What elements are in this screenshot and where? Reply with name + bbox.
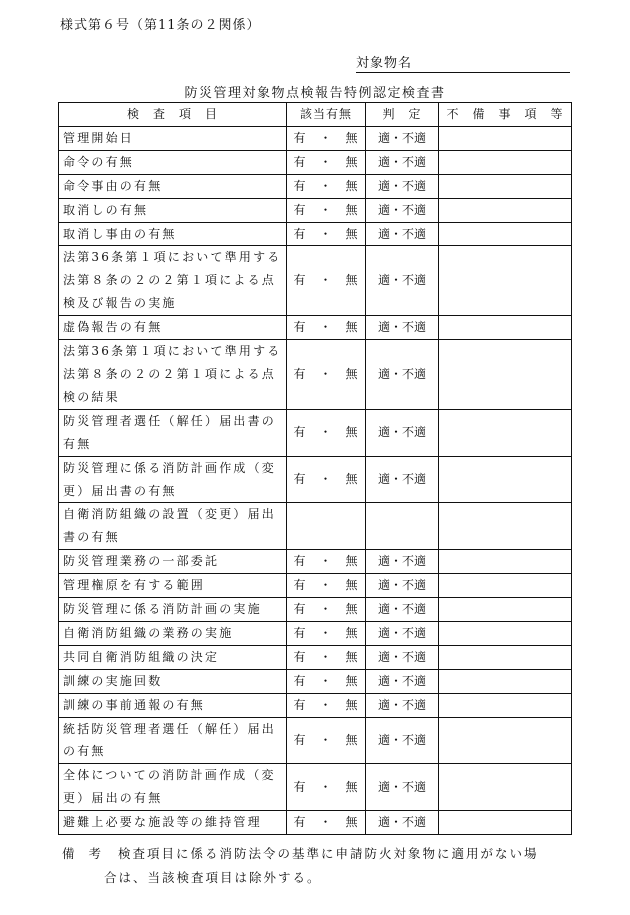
- document-title: 防災管理対象物点検報告特例認定検査書: [184, 86, 446, 101]
- table-row: [59, 669, 572, 693]
- judgment-cell[interactable]: 適・不適: [366, 409, 439, 456]
- applicable-cell[interactable]: [287, 503, 366, 550]
- applicable-cell[interactable]: 有 ・ 無: [287, 340, 366, 410]
- deficiency-cell[interactable]: [439, 126, 572, 150]
- applicable-cell[interactable]: 有 ・ 無: [287, 174, 366, 198]
- inspection-item-cell: 自衛消防組織の業務の実施: [59, 621, 287, 645]
- deficiency-cell[interactable]: [439, 198, 572, 222]
- applicable-cell[interactable]: 有 ・ 無: [287, 669, 366, 693]
- deficiency-cell[interactable]: [439, 150, 572, 174]
- header-applicable: 該当有無: [287, 103, 366, 127]
- table-row: [59, 693, 572, 717]
- remarks-label: 備考: [62, 846, 116, 861]
- applicable-cell[interactable]: 有 ・ 無: [287, 693, 366, 717]
- judgment-cell[interactable]: 適・不適: [366, 621, 439, 645]
- table-body: [59, 126, 572, 834]
- inspection-item-cell: 避難上必要な施設等の維持管理: [59, 811, 287, 835]
- judgment-cell[interactable]: 適・不適: [366, 764, 439, 811]
- applicable-cell[interactable]: 有 ・ 無: [287, 456, 366, 503]
- judgment-cell[interactable]: 適・不適: [366, 456, 439, 503]
- table-row: [59, 316, 572, 340]
- table-row: [59, 550, 572, 574]
- table-row: [59, 340, 572, 410]
- table-row: [59, 126, 572, 150]
- table-header-row: [59, 103, 572, 127]
- remarks-text-line1: 検査項目に係る消防法令の基準に申請防火対象物に適用がない場: [118, 846, 539, 861]
- inspection-item-cell: 防災管理者選任（解任）届出書の有無: [59, 409, 287, 456]
- inspection-item-cell: 虚偽報告の有無: [59, 316, 287, 340]
- deficiency-cell[interactable]: [439, 246, 572, 316]
- inspection-item-cell: 法第36条第１項において準用する法第８条の２の２第１項による点検の結果: [59, 340, 287, 410]
- applicable-cell[interactable]: 有 ・ 無: [287, 409, 366, 456]
- judgment-cell[interactable]: 適・不適: [366, 246, 439, 316]
- deficiency-cell[interactable]: [439, 598, 572, 622]
- applicable-cell[interactable]: 有 ・ 無: [287, 811, 366, 835]
- deficiency-cell[interactable]: [439, 717, 572, 764]
- deficiency-cell[interactable]: [439, 456, 572, 503]
- judgment-cell[interactable]: 適・不適: [366, 669, 439, 693]
- table-row: [59, 198, 572, 222]
- judgment-cell[interactable]: [366, 503, 439, 550]
- inspection-item-cell: 命令事由の有無: [59, 174, 287, 198]
- inspection-item-cell: 取消し事由の有無: [59, 222, 287, 246]
- deficiency-cell[interactable]: [439, 222, 572, 246]
- judgment-cell[interactable]: 適・不適: [366, 717, 439, 764]
- table-row: [59, 222, 572, 246]
- table-row: [59, 150, 572, 174]
- inspection-item-cell: 全体についての消防計画作成（変更）届出の有無: [59, 764, 287, 811]
- inspection-item-cell: 管理開始日: [59, 126, 287, 150]
- applicable-cell[interactable]: 有 ・ 無: [287, 150, 366, 174]
- applicable-cell[interactable]: 有 ・ 無: [287, 222, 366, 246]
- table-row: [59, 811, 572, 835]
- deficiency-cell[interactable]: [439, 574, 572, 598]
- judgment-cell[interactable]: 適・不適: [366, 198, 439, 222]
- applicable-cell[interactable]: 有 ・ 無: [287, 717, 366, 764]
- form-number: 様式第６号（第11条の２関係）: [60, 18, 261, 33]
- deficiency-cell[interactable]: [439, 645, 572, 669]
- inspection-item-cell: 命令の有無: [59, 150, 287, 174]
- header-inspection-item: 検 査 項 目: [59, 103, 287, 127]
- deficiency-cell[interactable]: [439, 174, 572, 198]
- applicable-cell[interactable]: 有 ・ 無: [287, 645, 366, 669]
- judgment-cell[interactable]: 適・不適: [366, 222, 439, 246]
- judgment-cell[interactable]: 適・不適: [366, 150, 439, 174]
- applicable-cell[interactable]: 有 ・ 無: [287, 246, 366, 316]
- judgment-cell[interactable]: 適・不適: [366, 574, 439, 598]
- judgment-cell[interactable]: 適・不適: [366, 645, 439, 669]
- table-row: [59, 246, 572, 316]
- inspection-item-cell: 防災管理に係る消防計画作成（変更）届出書の有無: [59, 456, 287, 503]
- table-row: [59, 174, 572, 198]
- inspection-table: [58, 102, 572, 835]
- applicable-cell[interactable]: 有 ・ 無: [287, 550, 366, 574]
- judgment-cell[interactable]: 適・不適: [366, 126, 439, 150]
- inspection-item-cell: 訓練の実施回数: [59, 669, 287, 693]
- applicable-cell[interactable]: 有 ・ 無: [287, 598, 366, 622]
- deficiency-cell[interactable]: [439, 316, 572, 340]
- table-row: [59, 574, 572, 598]
- judgment-cell[interactable]: 適・不適: [366, 174, 439, 198]
- judgment-cell[interactable]: 適・不適: [366, 340, 439, 410]
- applicable-cell[interactable]: 有 ・ 無: [287, 198, 366, 222]
- remarks-text-line2: 合は、当該検査項目は除外する。: [104, 870, 322, 885]
- table-row: [59, 717, 572, 764]
- table-row: [59, 621, 572, 645]
- table-row: [59, 503, 572, 550]
- inspection-item-cell: 管理権原を有する範囲: [59, 574, 287, 598]
- deficiency-cell[interactable]: [439, 693, 572, 717]
- applicable-cell[interactable]: 有 ・ 無: [287, 621, 366, 645]
- inspection-item-cell: 共同自衛消防組織の決定: [59, 645, 287, 669]
- judgment-cell[interactable]: 適・不適: [366, 550, 439, 574]
- inspection-item-cell: 訓練の事前通報の有無: [59, 693, 287, 717]
- remarks: [62, 842, 582, 890]
- judgment-cell[interactable]: 適・不適: [366, 693, 439, 717]
- table-row: [59, 598, 572, 622]
- deficiency-cell[interactable]: [439, 409, 572, 456]
- inspection-item-cell: 自衛消防組織の設置（変更）届出書の有無: [59, 503, 287, 550]
- table-row: [59, 645, 572, 669]
- inspection-item-cell: 統括防災管理者選任（解任）届出の有無: [59, 717, 287, 764]
- judgment-cell[interactable]: 適・不適: [366, 598, 439, 622]
- inspection-item-cell: 防災管理業務の一部委託: [59, 550, 287, 574]
- deficiency-cell[interactable]: [439, 550, 572, 574]
- table-row: [59, 764, 572, 811]
- table-row: [59, 456, 572, 503]
- inspection-item-cell: 防災管理に係る消防計画の実施: [59, 598, 287, 622]
- deficiency-cell[interactable]: [439, 669, 572, 693]
- target-object-label: 対象物名: [356, 56, 413, 71]
- inspection-item-cell: 取消しの有無: [59, 198, 287, 222]
- table-row: [59, 409, 572, 456]
- header-deficiency: 不 備 事 項 等: [439, 103, 572, 127]
- target-object-name-field[interactable]: [356, 52, 570, 73]
- deficiency-cell[interactable]: [439, 764, 572, 811]
- judgment-cell[interactable]: 適・不適: [366, 316, 439, 340]
- header-judgment: 判 定: [366, 103, 439, 127]
- deficiency-cell[interactable]: [439, 340, 572, 410]
- deficiency-cell[interactable]: [439, 621, 572, 645]
- applicable-cell[interactable]: 有 ・ 無: [287, 574, 366, 598]
- deficiency-cell[interactable]: [439, 503, 572, 550]
- applicable-cell[interactable]: 有 ・ 無: [287, 316, 366, 340]
- deficiency-cell[interactable]: [439, 811, 572, 835]
- inspection-item-cell: 法第36条第１項において準用する法第８条の２の２第１項による点検及び報告の実施: [59, 246, 287, 316]
- applicable-cell[interactable]: 有 ・ 無: [287, 764, 366, 811]
- judgment-cell[interactable]: 適・不適: [366, 811, 439, 835]
- applicable-cell[interactable]: 有 ・ 無: [287, 126, 366, 150]
